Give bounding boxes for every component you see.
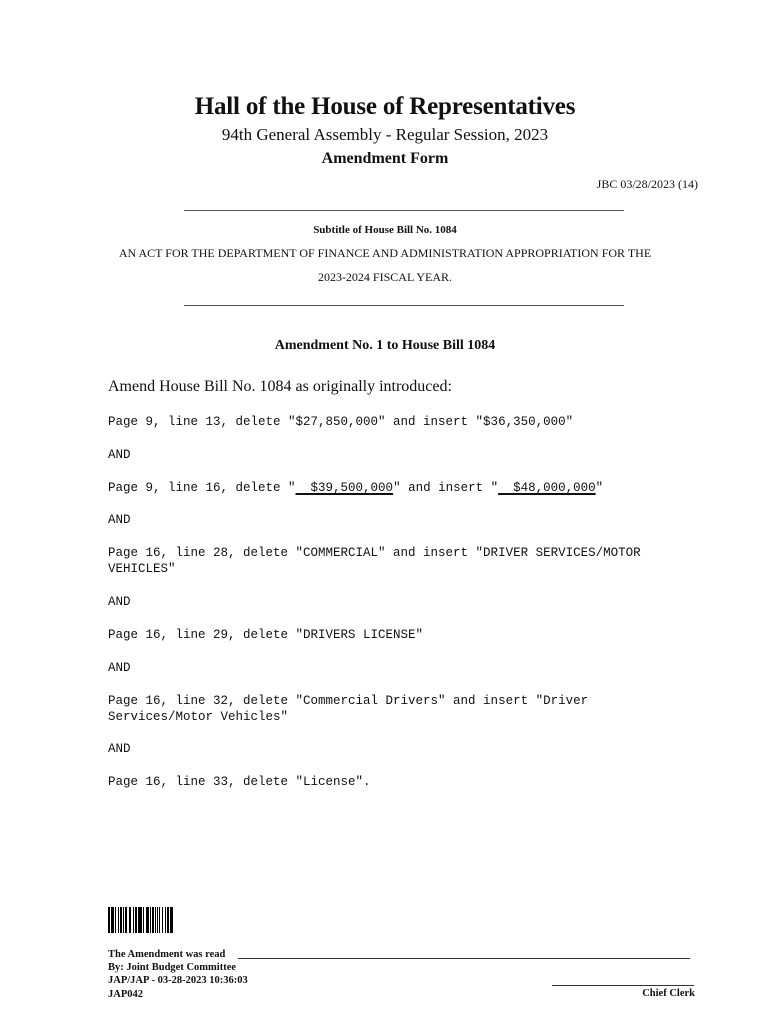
and-separator: AND bbox=[108, 448, 131, 462]
jbc-reference: JBC 03/28/2023 (14) bbox=[596, 177, 698, 191]
instruction-line-2 bbox=[108, 480, 603, 496]
act-title-line-1: AN ACT FOR THE DEPARTMENT OF FINANCE AND ADMINISTRATION APPROPRIATION FOR THE bbox=[118, 246, 652, 260]
instruction-line-6: Page 16, line 33, delete "License". bbox=[108, 775, 371, 789]
read-signature-line bbox=[238, 958, 690, 959]
amendment-heading: Amendment No. 1 to House Bill 1084 bbox=[274, 338, 496, 353]
act-title-line-2: 2023-2024 FISCAL YEAR. bbox=[317, 270, 453, 284]
divider-top bbox=[184, 210, 624, 211]
instruction-line-5a: Page 16, line 32, delete "Commercial Drivers" and insert "Driver bbox=[108, 694, 589, 708]
session-line: 94th General Assembly - Regular Session, 2023 bbox=[221, 125, 549, 144]
and-separator: AND bbox=[108, 661, 131, 675]
instruction-line-3a: Page 16, line 28, delete "COMMERCIAL" and insert "DRIVER SERVICES/MOTOR bbox=[108, 546, 641, 560]
divider-bottom bbox=[184, 305, 624, 306]
instruction-line-3b: VEHICLES" bbox=[108, 562, 176, 576]
amendment-read-label: The Amendment was read bbox=[108, 949, 226, 960]
clerk-signature-line bbox=[552, 985, 694, 986]
instruction-line-5b: Services/Motor Vehicles" bbox=[108, 710, 289, 724]
and-separator: AND bbox=[108, 513, 131, 527]
instruction-line-4: Page 16, line 29, delete "DRIVERS LICENSE" bbox=[108, 628, 424, 642]
instruction-text: " and insert " bbox=[393, 481, 499, 495]
instruction-text: " bbox=[595, 481, 604, 495]
chief-clerk-label: Chief Clerk bbox=[642, 988, 695, 999]
instruction-text: Page 9, line 16, delete " bbox=[108, 481, 296, 495]
amendment-intro: Amend House Bill No. 1084 as originally introduced: bbox=[108, 378, 452, 395]
deleted-amount: $39,500,000 bbox=[295, 481, 394, 495]
barcode-image bbox=[108, 907, 200, 933]
barcode-bar bbox=[171, 907, 173, 933]
inserted-amount: $48,000,000 bbox=[498, 481, 596, 495]
sponsor-line: By: Joint Budget Committee bbox=[108, 962, 237, 973]
instruction-line-1: Page 9, line 13, delete "$27,850,000" and insert "$36,350,000" bbox=[108, 415, 574, 429]
and-separator: AND bbox=[108, 742, 131, 756]
and-separator: AND bbox=[108, 595, 131, 609]
subtitle-label: Subtitle of House Bill No. 1084 bbox=[313, 224, 457, 236]
timestamp-line: JAP/JAP - 03-28-2023 10:36:03 bbox=[108, 975, 248, 986]
document-title: Hall of the House of Representatives bbox=[194, 93, 576, 120]
form-name: Amendment Form bbox=[321, 150, 449, 167]
document-code: JAP042 bbox=[108, 989, 143, 1000]
